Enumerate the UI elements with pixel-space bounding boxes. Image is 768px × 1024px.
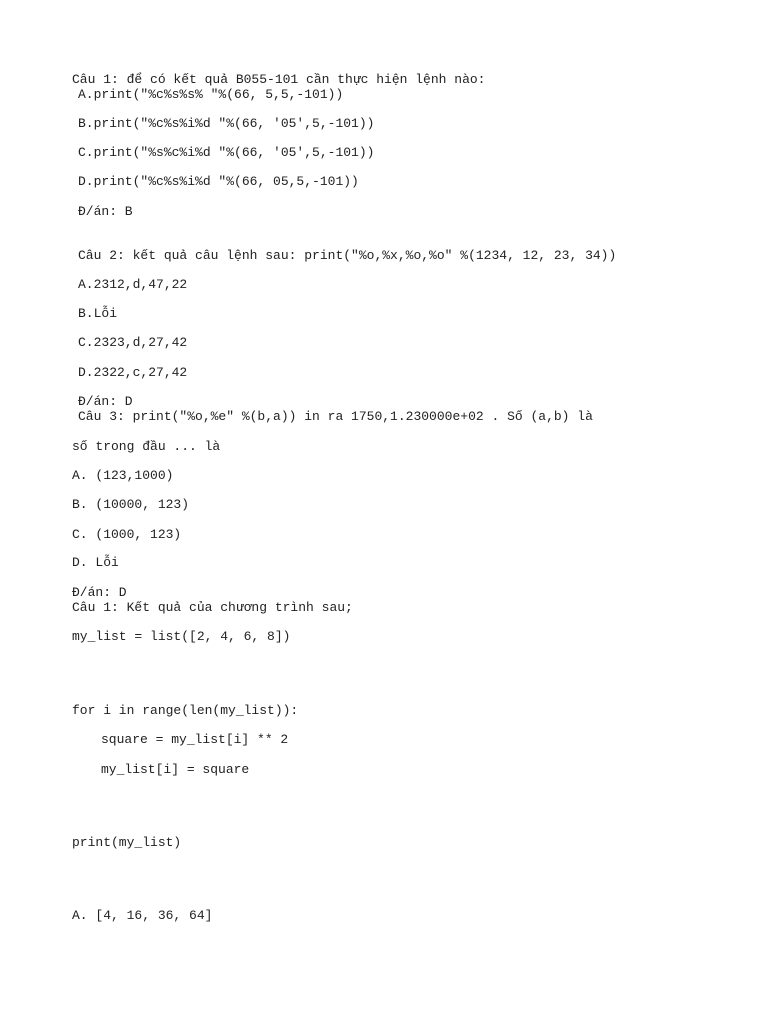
question-1-text: Câu 1: để có kết quả B055-101 cần thực hiện lệnh nào: bbox=[72, 72, 486, 87]
question-1-option-a: A.print("%c%s%s% "%(66, 5,5,-101)) bbox=[78, 87, 344, 102]
question-3-option-d: D. Lỗi bbox=[72, 555, 119, 570]
code-line-5: print(my_list) bbox=[72, 835, 182, 850]
code-line-2: for i in range(len(my_list)): bbox=[72, 703, 299, 718]
question-3-option-b: B. (10000, 123) bbox=[72, 497, 190, 512]
question-3-text: Câu 3: print("%o,%e" %(b,a)) in ra 1750,1.230000e+02 . Số (a,b) là bbox=[78, 409, 593, 424]
question-3-text-continued: số trong đầu ... là bbox=[72, 439, 221, 454]
question-2-option-a: A.2312,d,47,22 bbox=[78, 277, 188, 292]
question-2-answer: Đ/án: D bbox=[78, 394, 133, 409]
code-line-3: square = my_list[i] ** 2 bbox=[101, 732, 289, 747]
code-line-1: my_list = list([2, 4, 6, 8]) bbox=[72, 629, 291, 644]
question-2-option-b: B.Lỗi bbox=[78, 306, 118, 321]
question-1-option-c: C.print("%s%c%i%d "%(66, '05',5,-101)) bbox=[78, 145, 375, 160]
question-1-option-d: D.print("%c%s%i%d "%(66, 05,5,-101)) bbox=[78, 174, 359, 189]
question-2-option-c: C.2323,d,27,42 bbox=[78, 335, 188, 350]
question-4-text: Câu 1: Kết quả của chương trình sau; bbox=[72, 600, 353, 615]
question-1-option-b: B.print("%c%s%i%d "%(66, '05',5,-101)) bbox=[78, 116, 375, 131]
question-4-option-a: A. [4, 16, 36, 64] bbox=[72, 908, 213, 923]
question-1-answer: Đ/án: B bbox=[78, 204, 133, 219]
question-3-option-a: A. (123,1000) bbox=[72, 468, 174, 483]
code-line-4: my_list[i] = square bbox=[101, 762, 250, 777]
question-3-answer: Đ/án: D bbox=[72, 585, 127, 600]
question-2-option-d: D.2322,c,27,42 bbox=[78, 365, 188, 380]
question-2-text: Câu 2: kết quả câu lệnh sau: print("%o,%x,%o,%o" %(1234, 12, 23, 34)) bbox=[78, 248, 617, 263]
question-3-option-c: C. (1000, 123) bbox=[72, 527, 182, 542]
